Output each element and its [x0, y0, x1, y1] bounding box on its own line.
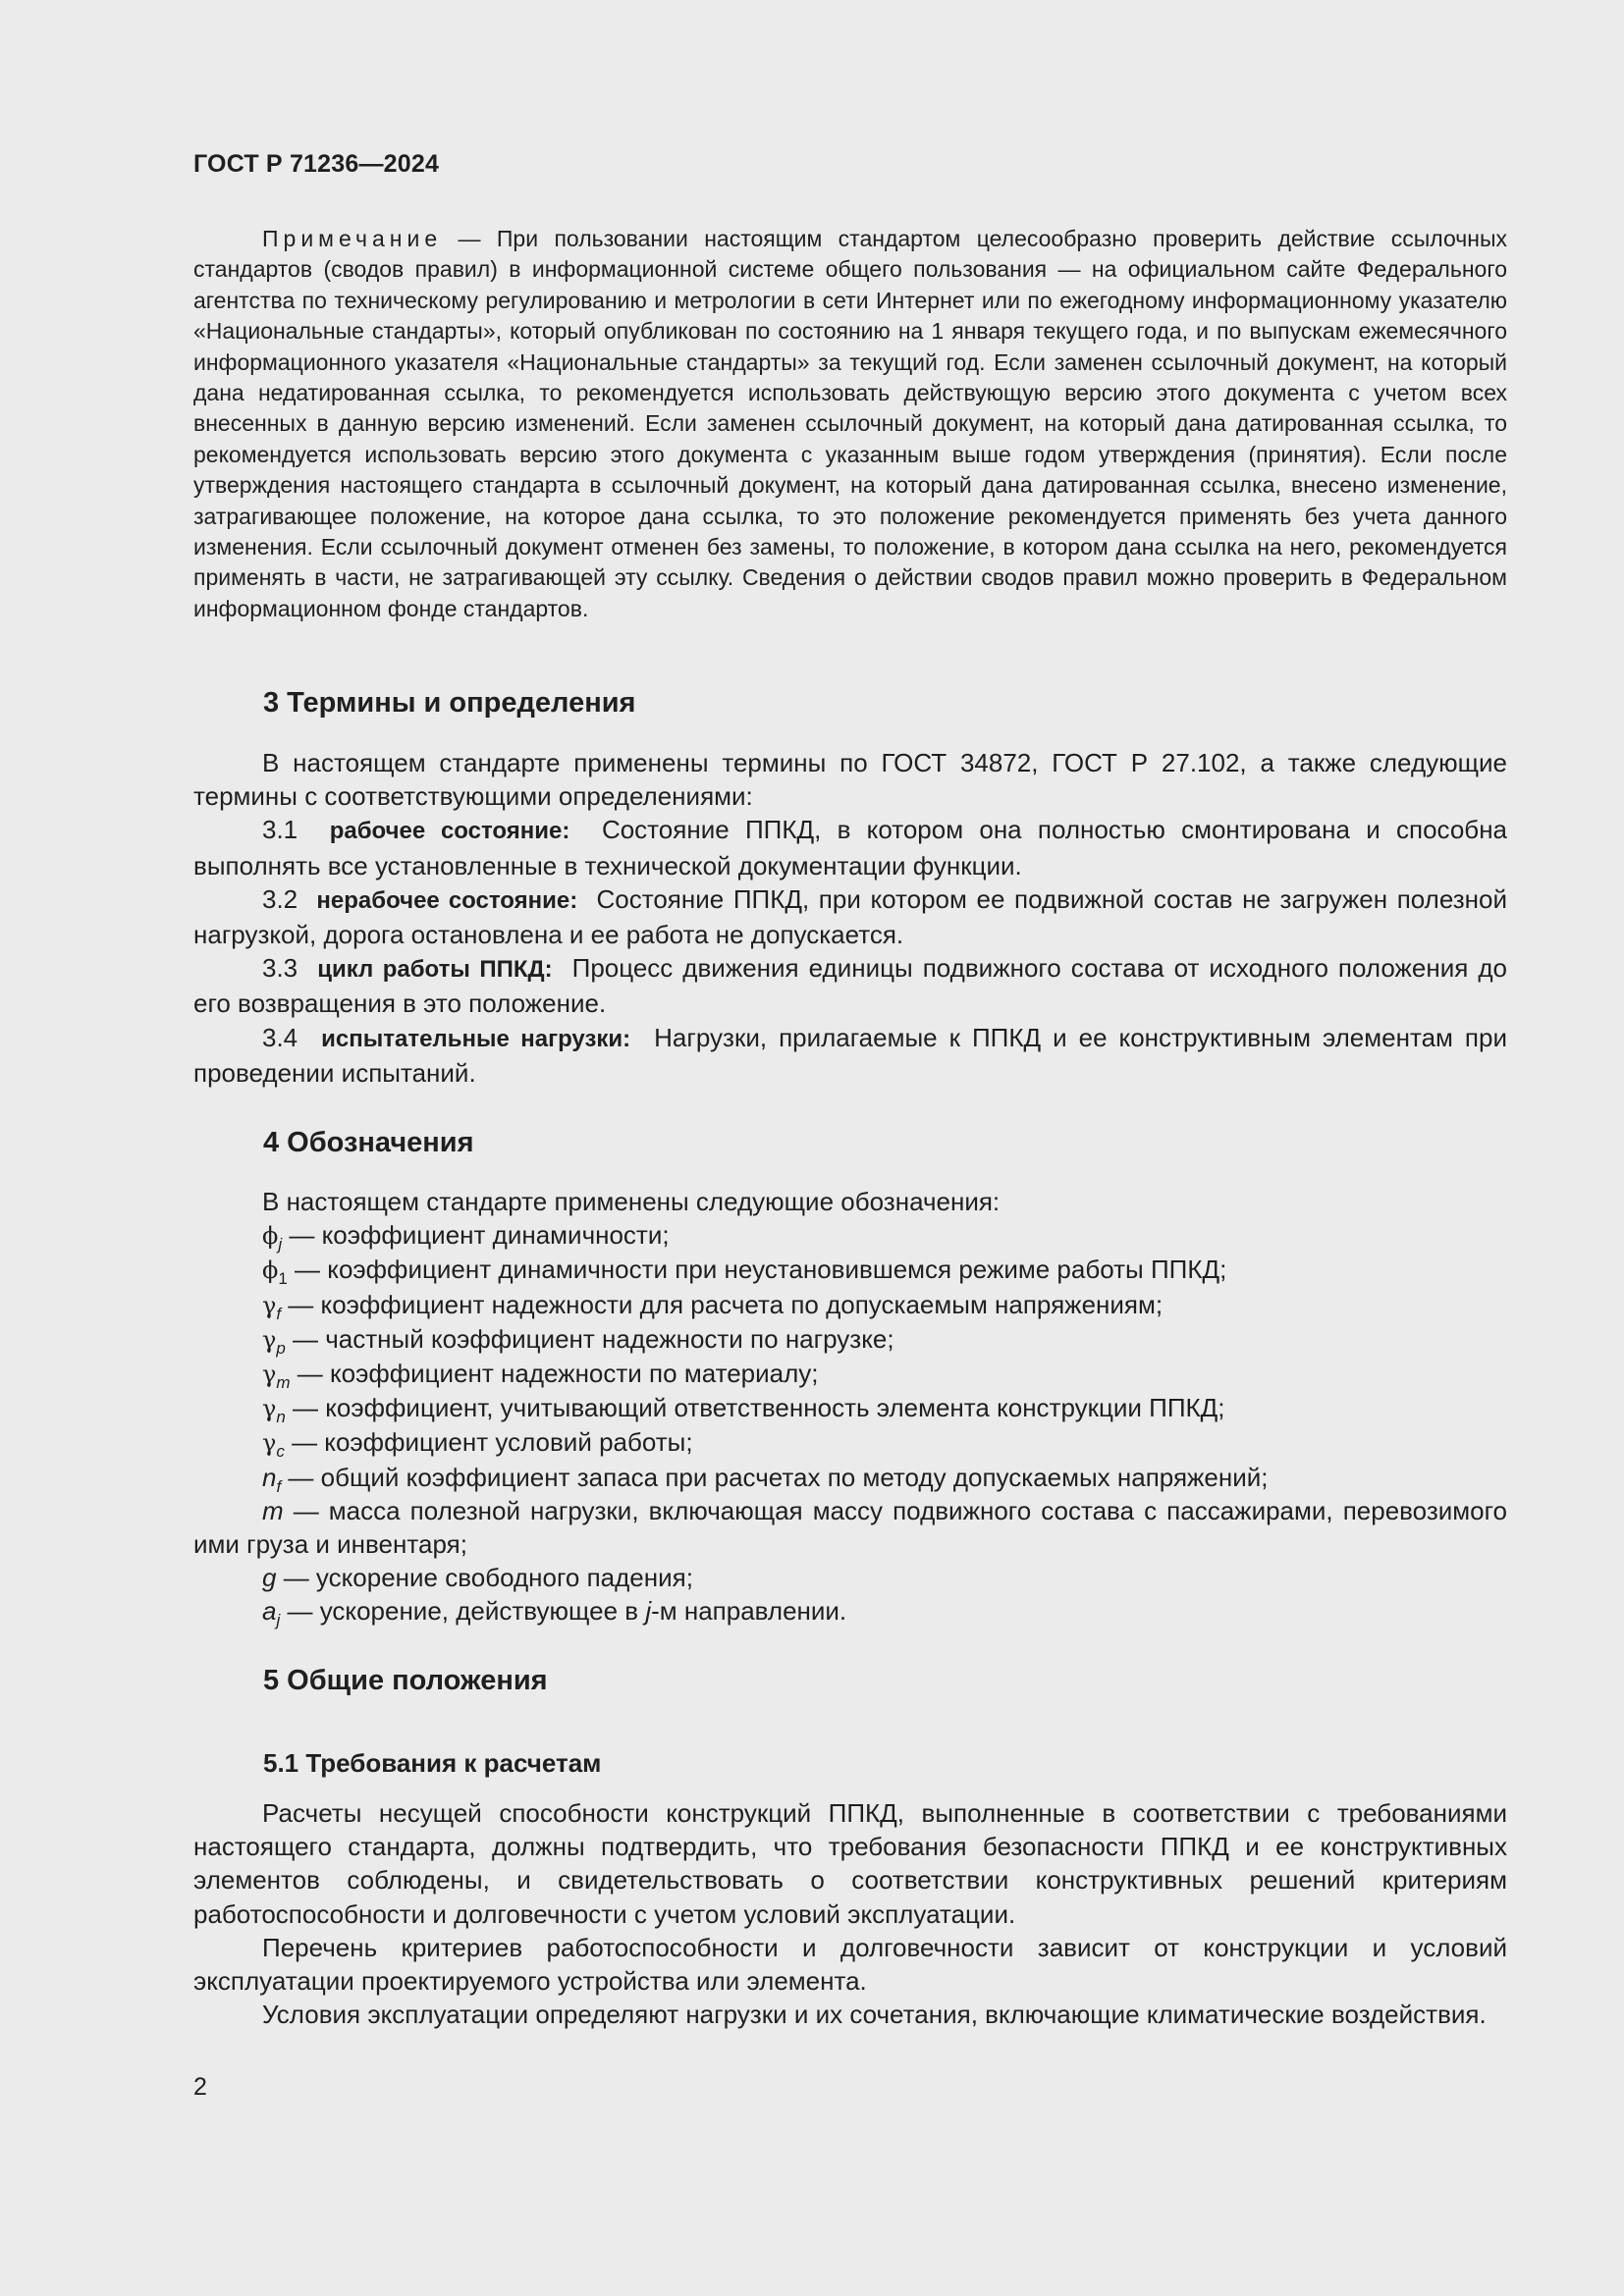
- term-3-4: 3.4 испытательные нагрузки: Нагрузки, прилагаемые к ППКД и ее конструктивным элементам при проведении испытаний.: [193, 1022, 1507, 1088]
- section-3-intro: В настоящем стандарте применены термины по ГОСТ 34872, ГОСТ Р 27.102, а также следующие термины с соответствующими определениями:: [193, 748, 1507, 812]
- symbol-item: $\phi_1$ — коэффициент динамичности при неустановившемся режиме работы ППКД;: [262, 1255, 1227, 1289]
- paragraph: Условия эксплуатации определяют нагрузки и их сочетания, включающие климатические воздействия.: [262, 2000, 1487, 2030]
- section-3-title: 3 Термины и определения: [263, 687, 636, 719]
- term-3-3: 3.3 цикл работы ППКД: Процесс движения единицы подвижного состава от исходного положения до его возвращения в это положение.: [193, 953, 1507, 1019]
- symbol-item: $\gamma_n$ — коэффициент, учитывающий ответственность элемента конструкции ППКД;: [262, 1393, 1225, 1427]
- page-number: 2: [193, 2073, 207, 2101]
- section-4-title: 4 Обозначения: [263, 1127, 474, 1158]
- term-3-1: 3.1 рабочее состояние: Состояние ППКД, в котором она полностью смонтирована и способна выполнять все установленные в технической документации функции.: [193, 815, 1508, 881]
- symbol-item: $\gamma_c$ — коэффициент условий работы;: [262, 1427, 693, 1462]
- note-text: — При пользовании настоящим стандартом целесообразно проверить действие ссылочных стандартов (сводов правил) в информационной системе общего пользования — на официальном сайте Федерального агентства по техническому регулированию и метрологии в сети Интернет или по ежегодному информационному указателю «Национальные стандарты», который опубликован по состоянию на 1 января текущего года, и по выпускам ежемесячного информационного указателя «Национальные стандарты» за текущий год. Если заменен ссылочный документ, на который дана недатированная ссылка, то рекомендуется использовать действующую версию этого документа с учетом всех внесенных в данную версию изменений. Если заменен ссылочный документ, на который дана датированная ссылка, то рекомендуется использовать версию этого документа с указанным выше годом утверждения (принятия). Если после утверждения настоящего стандарта в ссылочный документ, на который дана датированная ссылка, внесено изменение, затрагивающее положение, на которое дана ссылка, то это положение рекомендуется применять без учета данного изменения. Если ссылочный документ отменен без замены, то положение, в котором дана ссылка на него, рекомендуется применять в части, не затрагивающей эту ссылку. Сведения о действии сводов правил можно проверить в Федеральном информационном фонде стандартов.: [193, 226, 1507, 621]
- note-block: [193, 224, 1507, 624]
- symbol-item: $\gamma_m$ — коэффициент надежности по материалу;: [262, 1359, 819, 1393]
- paragraph: Перечень критериев работоспособности и долговечности зависит от конструкции и условий эксплуатации проектируемого устройства или элемента.: [193, 1932, 1507, 1997]
- symbol-item: $\phi_j$ — коэффициент динамичности;: [262, 1220, 670, 1255]
- section-5-title: 5 Общие положения: [263, 1665, 548, 1696]
- section-4-intro: В настоящем стандарте применены следующие обозначения:: [262, 1187, 1001, 1216]
- document-header: ГОСТ Р 71236—2024: [193, 150, 440, 178]
- note-label: Примечание: [262, 226, 443, 251]
- symbol-item: m — масса полезной нагрузки, включающая массу подвижного состава с пассажирами, перевозимого ими груза и инвентаря;: [193, 1495, 1507, 1560]
- section-4-body: [193, 1185, 1507, 1629]
- section-5-body: [193, 1796, 1507, 2031]
- term-3-2: 3.2 нерабочее состояние: Состояние ППКД, при котором ее подвижной состав не загружен полезной нагрузкой, дорога остановлена и ее работа не допускается.: [193, 883, 1507, 950]
- section-5-1-title: 5.1 Требования к расчетам: [263, 1748, 602, 1778]
- symbol-item: $\gamma_p$ — частный коэффициент надежности по нагрузке;: [262, 1323, 894, 1358]
- section-3-body: [193, 746, 1507, 1090]
- symbol-item: $\gamma_f$ — коэффициент надежности для расчета по допускаемым напряжениям;: [262, 1289, 1164, 1323]
- symbol-item: $n_f$ — общий коэффициент запаса при расчетах по методу допускаемых напряжений;: [262, 1462, 1269, 1496]
- symbol-item: g — ускорение свободного падения;: [262, 1563, 693, 1593]
- paragraph: Расчеты несущей способности конструкций ППКД, выполненные в соответствии с требованиями настоящего стандарта, должны подтвердить, что требования безопасности ППКД и ее конструктивных элементов соблюдены, и свидетельствовать о соответствии конструктивных решений критериям работоспособности и долговечности с учетом условий эксплуатации.: [193, 1798, 1507, 1929]
- symbol-item: $a_j$ — ускорение, действующее в j-м направлении.: [262, 1596, 847, 1630]
